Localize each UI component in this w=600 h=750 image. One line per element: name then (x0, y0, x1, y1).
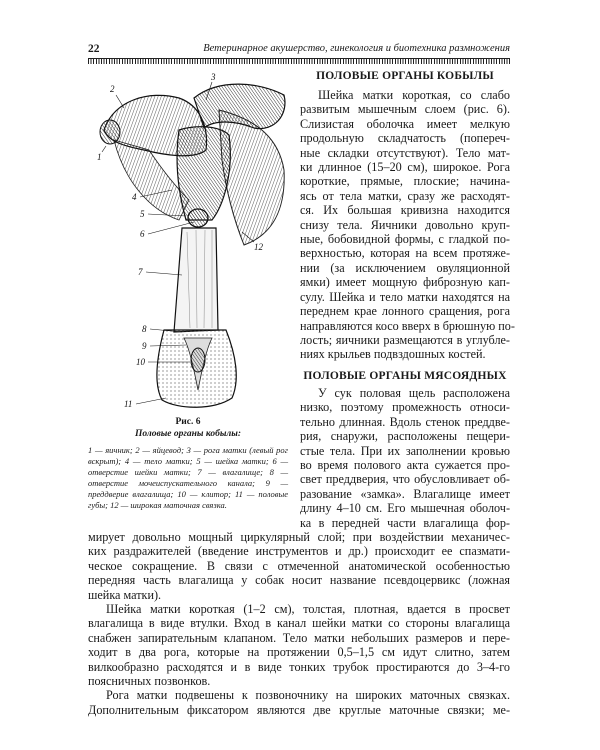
figure-number: Рис. 6 (175, 417, 201, 427)
figure-label: 11 (124, 399, 133, 409)
text-line: продольную складчатость (попереч- (300, 131, 510, 146)
figure-label: 2 (110, 84, 115, 94)
section2-column-text (300, 386, 510, 530)
text-line: направляются косо вверх в брюшную по- (300, 318, 515, 333)
text-line: переднем крае лонного сращения, рога (300, 304, 510, 319)
legend-item: 11 — половые губы; (88, 488, 288, 510)
figure-label: 6 (140, 229, 145, 239)
text-line: ческое сокращение. В связи с отмеченной анатомической особенностью (88, 558, 510, 573)
text-line: ся. Их большая кривизна находится (300, 203, 510, 218)
figure-legend (88, 445, 288, 510)
text-line: свет преддверия, что обусловливает об- (300, 472, 510, 487)
figure-caption (88, 416, 288, 440)
text-line: Дополнительным фиксатором являются две круглые маточные связки; ме- (88, 702, 510, 717)
running-title: Ветеринарное акушерство, гинекология и биотехника размножения (203, 43, 510, 54)
section-heading-carnivores: ПОЛОВЫЕ ОРГАНЫ МЯСОЯДНЫХ (303, 370, 507, 382)
figure-label: 3 (211, 72, 216, 82)
text-line: длину 4–10 см. Его мышечная оболоч- (300, 501, 510, 516)
legend-item: 4 — тело матки; (124, 455, 197, 466)
figure-label: 7 (138, 267, 143, 277)
text-line: снизу тела. Яичники довольно круп- (300, 217, 510, 232)
text-line: ких раздражителей (введение инструментов и др.) происходит ее спазмати- (88, 544, 510, 559)
text-line: снабжен запирательным клапаном. Тело матки небольших размеров и пере- (88, 630, 510, 645)
text-line: ки длинное (15–20 см), широкое. Рога (300, 160, 510, 175)
text-line: тельно длинная. Вдоль стенок преддве- (300, 414, 510, 429)
text-line: ка в передней части влагалища фор- (300, 515, 510, 530)
text-line: мирует довольно мощный циркулярный слой; при воздействии механичес- (88, 530, 510, 544)
legend-item: 1 — яичник; (88, 445, 136, 455)
legend-item: 12 — широкая маточная связка. (110, 499, 227, 510)
legend-item: 2 — яйцевод; (135, 445, 187, 455)
text-line: во время полового акта сужается про- (300, 458, 510, 473)
legend-item: 6 — отверстие шейки матки; (88, 455, 289, 477)
text-line: ные складки отсутствуют). Тело мат- (300, 145, 510, 160)
text-line: стые тела. При их заполнении кровью (300, 443, 510, 458)
legend-item: 5 — шейка матки; (196, 455, 273, 466)
section-heading-mare: ПОЛОВЫЕ ОРГАНЫ КОБЫЛЫ (316, 70, 494, 82)
legend-item: 8 — отверстие мочеиспускательного канала; (88, 466, 288, 488)
text-line: верхностью, которая на всем протяже- (300, 246, 510, 261)
text-line: ниях крыльев подвздошных костей. (300, 347, 486, 362)
section2-full-width-text (88, 530, 510, 717)
anatomy-figure (94, 70, 289, 410)
legend-item: 10 — клитор; (177, 488, 235, 499)
figure-title: Половые органы кобылы: (134, 429, 242, 439)
text-line: ные, бобовидной формы, с гладкой по- (300, 232, 510, 247)
figure-label: 5 (140, 209, 145, 219)
text-line: Рога матки подвешены к позвоночнику на широких маточных связках. (106, 688, 510, 703)
text-line: шейка матки). (88, 587, 162, 602)
text-line: влагалища в виде втулки. Вход в канал шейки матки со стороны влагалища (88, 616, 510, 631)
text-line: У сук половая щель расположена (318, 386, 510, 400)
mare-reproductive-organs-illustration (94, 70, 289, 410)
legend-item: 3 — рога матки (левый рог вскрыт); (88, 445, 288, 466)
page-header (88, 42, 510, 56)
text-line: вилкообразно расходятся и в виде тонких трубок простираются до 3–4-го (88, 659, 510, 674)
figure-label: 1 (97, 152, 102, 162)
figure-label: 10 (136, 357, 145, 367)
text-line: короткие, прямые, плоские; начина- (300, 174, 510, 189)
text-line: Шейка матки короткая, со слабо (318, 88, 510, 102)
text-line: Шейка матки короткая (1–2 см), толстая, плотная, вдается в просвет (106, 602, 510, 617)
text-line: сулу. Шейка и тело матки находятся на (300, 289, 510, 304)
figure-label: 12 (254, 242, 263, 252)
text-line: нии (за исключением овуляционной (300, 260, 510, 275)
header-rule (88, 58, 510, 64)
text-line: ясь от тела матки, сразу же расходят- (300, 188, 510, 203)
text-line: поясничных позвонков. (88, 674, 211, 689)
text-line: разование «замка». Влагалище имеет (300, 486, 510, 501)
page-number: 22 (88, 43, 100, 55)
text-line: передняя часть влагалища у собак носит название псевдоцервикс (ложная (88, 573, 510, 588)
text-line: ямки) имеет мощную фиброзную кап- (300, 275, 510, 290)
section1-text (300, 88, 515, 362)
text-line: развитым мышечным слоем (рис. 6). (300, 102, 510, 117)
text-line: лость; яичники размещаются в углубле- (300, 332, 510, 347)
legend-item: 7 — влагалище; (197, 466, 270, 477)
text-line: Слизистая оболочка имеет мелкую (300, 116, 510, 131)
text-line: низко, поэтому промежность относи- (300, 400, 510, 415)
figure-label: 4 (132, 192, 137, 202)
figure-label: 9 (142, 341, 147, 351)
text-line: ходит в два рога, которые на протяжении 0,5–1,5 см идут слитно, затем (88, 645, 510, 660)
figure-label: 8 (142, 324, 147, 334)
text-line: рия, снаружи, расположены пещери- (300, 429, 510, 444)
legend-item: 9 — преддверие влагалища; (88, 477, 289, 499)
